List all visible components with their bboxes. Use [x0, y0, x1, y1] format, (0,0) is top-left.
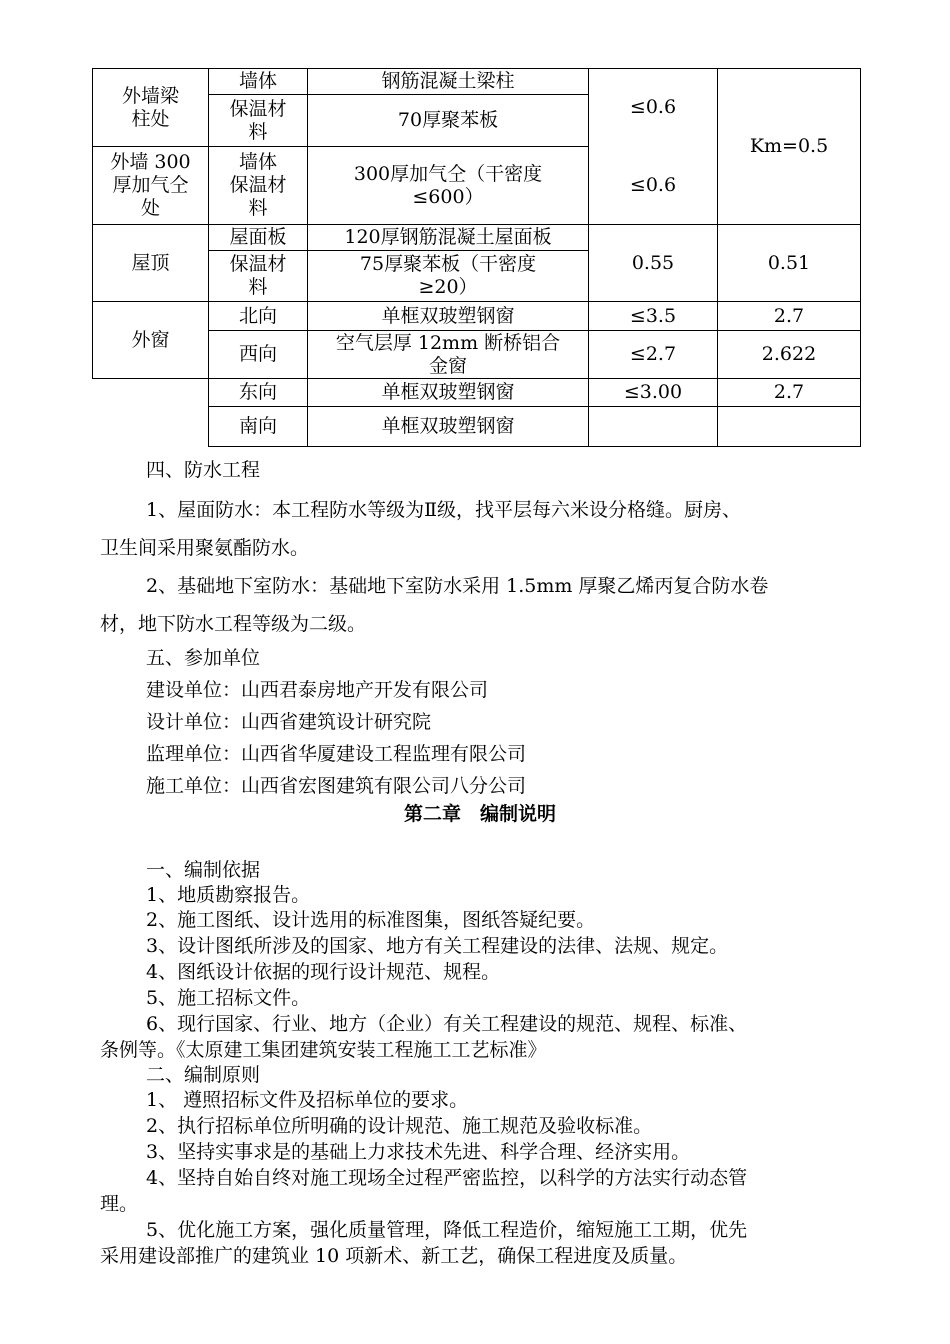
cell-value: 2.7: [773, 304, 805, 327]
list-item: 2、施工图纸、设计选用的标准图集，图纸答疑纪要。: [146, 909, 596, 931]
cell-material: 单框双玻塑钢窗: [381, 304, 515, 327]
thermal-table: [0, 0, 950, 450]
unit-line: 监理单位：山西省华厦建设工程监理有限公司: [146, 743, 527, 765]
cell-direction: 东向: [238, 381, 277, 403]
cell-material: 70厚聚苯板: [397, 109, 499, 131]
unit-line: 设计单位：山西省建筑设计研究院: [146, 711, 432, 733]
unit-line: 建设单位：山西君泰房地产开发有限公司: [146, 679, 489, 701]
list-item: 5、优化施工方案，强化质量管理，降低工程造价，缩短施工工期，优先: [146, 1219, 748, 1241]
chapter-title: 第二章 编制说明: [403, 803, 556, 825]
paragraph: 1、屋面防水：本工程防水等级为Ⅱ级，找平层每六米设分格缝。厨房、: [146, 499, 742, 521]
cell-material: 钢筋混凝土梁柱: [381, 70, 515, 92]
cell-limit: [589, 407, 717, 446]
cell-material: 120厚钢筋混凝土屋面板: [344, 226, 552, 248]
cell-group-wall-beam: 外墙梁 柱处: [121, 84, 179, 130]
paragraph: 材，地下防水工程等级为二级。: [100, 613, 367, 635]
table-line: [860, 68, 861, 447]
cell-material: 单框双玻塑钢窗: [381, 415, 515, 437]
cell-part: 墙体 保温材 料: [229, 151, 287, 219]
cell-material: 空气层厚 12mm 断桥铝合 金窗: [335, 331, 561, 377]
cell-part: 墙体: [238, 70, 277, 92]
cell-group-roof: 屋顶: [131, 251, 170, 274]
cell-direction: 西向: [238, 343, 277, 365]
list-item: 采用建设部推广的建筑业 10 项新术、新工艺，确保工程进度及质量。: [100, 1245, 688, 1267]
cell-value: [718, 407, 860, 446]
section-heading: 四、防水工程: [146, 459, 261, 481]
cell-value: 2.7: [773, 381, 805, 403]
list-item: 4、坚持自始自终对施工现场全过程严密监控，以科学的方法实行动态管: [146, 1167, 748, 1189]
section-heading: 五、参加单位: [146, 647, 261, 669]
list-item: 1、地质勘察报告。: [146, 884, 311, 906]
list-item: 5、施工招标文件。: [146, 987, 311, 1009]
subsection-heading: 二、编制原则: [146, 1064, 261, 1086]
list-item: 6、现行国家、行业、地方（企业）有关工程建设的规范、规程、标准、: [146, 1013, 748, 1035]
list-item: 4、图纸设计依据的现行设计规范、规程。: [146, 961, 501, 983]
cell-part: 保温材 料: [229, 253, 287, 298]
cell-material: 300厚加气仝（干密度 ≤600）: [353, 162, 543, 208]
list-item: 理。: [100, 1193, 139, 1215]
cell-limit: ≤3.00: [623, 381, 683, 403]
cell-limit: 0.55: [631, 251, 675, 274]
cell-direction: 南向: [238, 415, 277, 437]
cell-limit: ≤0.6: [629, 96, 677, 118]
paragraph: 卫生间采用聚氨酯防水。: [100, 537, 310, 559]
cell-limit: ≤0.6: [629, 174, 677, 196]
cell-limit: ≤3.5: [629, 304, 677, 327]
paragraph: 2、基础地下室防水：基础地下室防水采用 1.5mm 厚聚乙烯丙复合防水卷: [146, 575, 769, 597]
table-line: [208, 446, 860, 447]
cell-material: 75厚聚苯板（干密度 ≥20）: [359, 253, 537, 298]
cell-group-window: 外窗: [131, 328, 170, 351]
subsection-heading: 一、编制依据: [146, 859, 261, 881]
list-item: 条例等。《太原建工集团建筑安装工程施工工艺标准》: [100, 1039, 547, 1061]
cell-direction: 北向: [238, 304, 277, 327]
list-item: 2、执行招标单位所明确的设计规范、施工规范及验收标准。: [146, 1115, 653, 1137]
list-item: 3、坚持实事求是的基础上力求技术先进、科学合理、经济实用。: [146, 1141, 691, 1163]
cell-limit: ≤2.7: [629, 343, 677, 365]
cell-group-aerated-wall: 外墙 300 厚加气仝 处: [110, 151, 191, 219]
list-item: 3、设计图纸所涉及的国家、地方有关工程建设的法律、法规、规定。: [146, 935, 729, 957]
cell-material: 单框双玻塑钢窗: [381, 381, 515, 403]
cell-part: 屋面板: [229, 226, 287, 248]
cell-km-value: Km=0.5: [749, 135, 829, 157]
list-item: 1、 遵照招标文件及招标单位的要求。: [146, 1089, 469, 1111]
cell-value: 0.51: [767, 251, 811, 274]
cell-value: 2.622: [761, 343, 817, 365]
cell-part: 保温材 料: [229, 97, 287, 143]
unit-line: 施工单位：山西省宏图建筑有限公司八分公司: [146, 775, 527, 797]
